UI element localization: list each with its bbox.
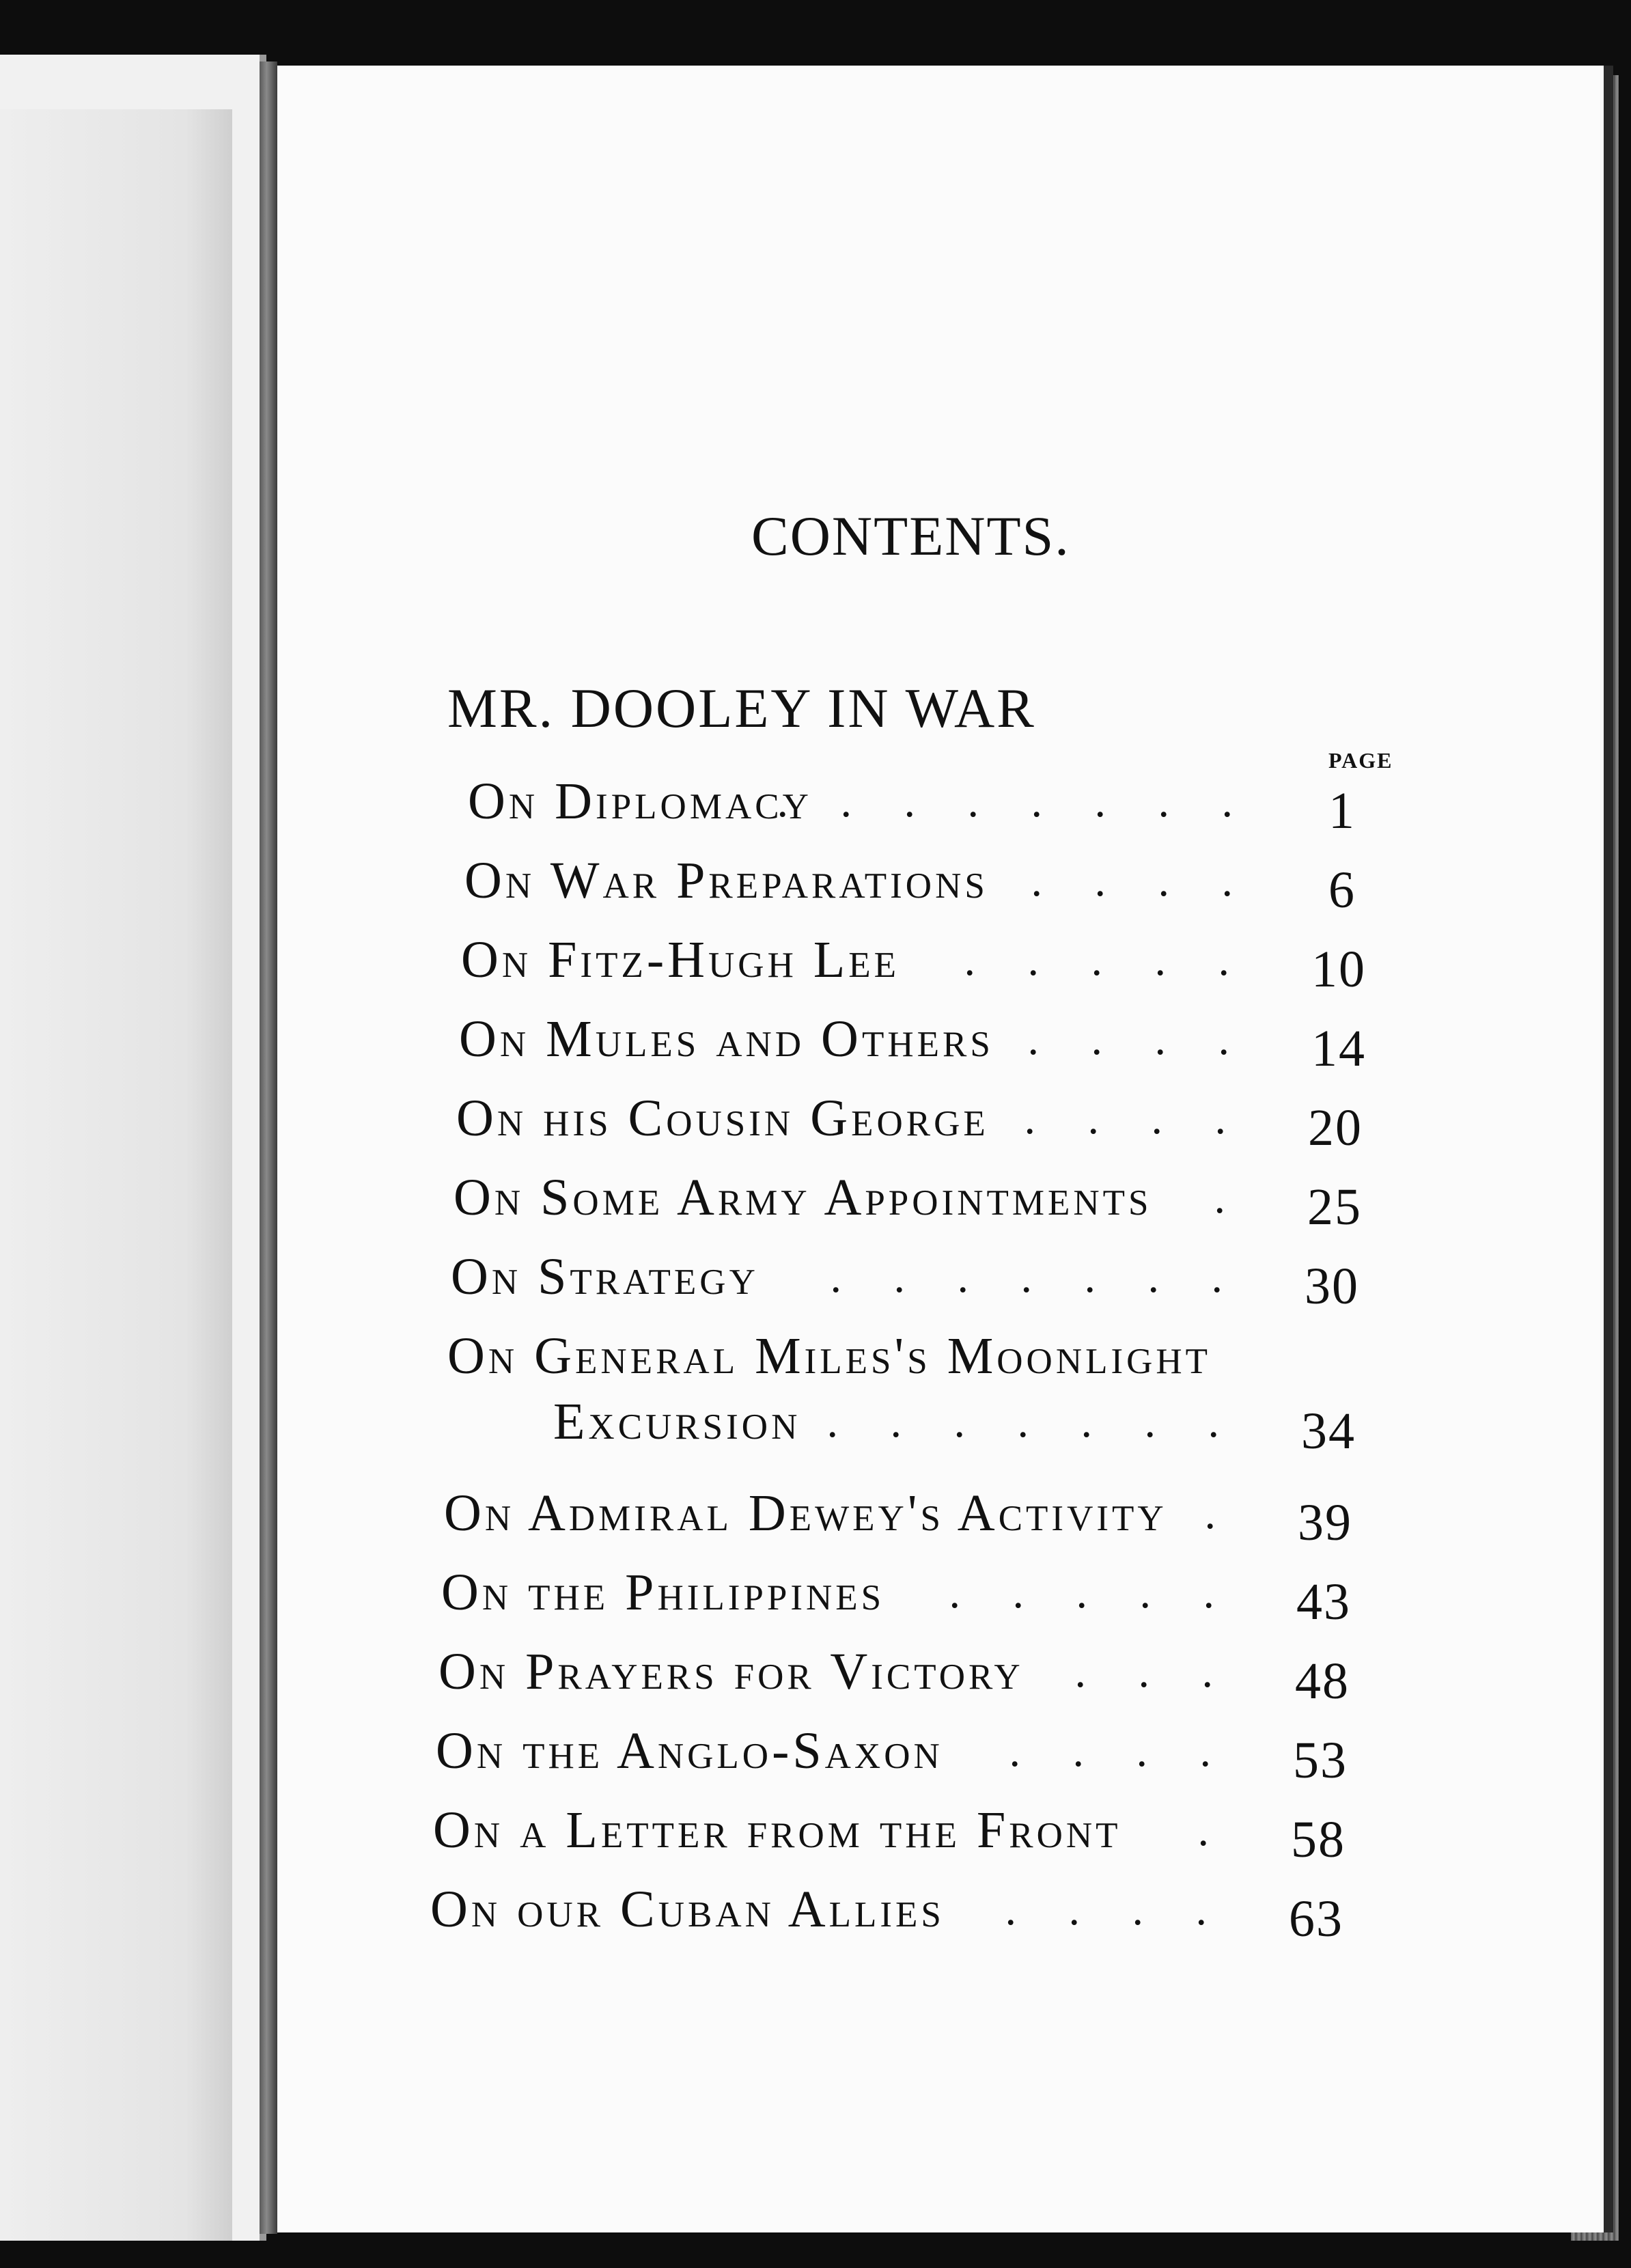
toc-entry <box>444 1484 1366 1549</box>
toc-entry <box>433 1801 1359 1866</box>
entry-page-number: 1 <box>1328 782 1356 840</box>
entry-title-continuation: Excursion <box>553 1393 801 1450</box>
entry-title: On a Letter from the Front <box>433 1801 1121 1859</box>
entry-page-number: 39 <box>1298 1494 1352 1551</box>
entry-page-number: 30 <box>1305 1258 1359 1315</box>
book-gutter <box>260 61 277 2234</box>
toc-entry <box>436 1721 1361 1787</box>
leader-dots: . . . . . <box>949 1568 1235 1618</box>
entry-title: On the Anglo-Saxon <box>436 1722 943 1780</box>
leader-dots: . . . . . . . <box>826 1397 1240 1447</box>
toc-entry <box>454 1168 1376 1234</box>
leader-dots: . . . . . . . . <box>777 777 1253 827</box>
contents-heading: CONTENTS. <box>751 505 1070 567</box>
entry-title: On Strategy <box>451 1248 759 1305</box>
entry-page-number: 14 <box>1311 1020 1366 1077</box>
toc-entry <box>438 1642 1363 1708</box>
toc-entry <box>468 772 1383 838</box>
leader-dots: . <box>1214 1173 1246 1223</box>
leader-dots: . . . . <box>1024 1094 1246 1144</box>
entry-title: On our Cuban Allies <box>430 1881 945 1938</box>
leader-dots: . . . . <box>1031 856 1253 906</box>
entry-title: On Diplomacy <box>468 773 812 830</box>
leader-dots: . <box>1197 1806 1229 1855</box>
entry-page-number: 10 <box>1311 941 1366 998</box>
leader-dots: . . . . . <box>964 935 1250 985</box>
left-page <box>0 55 266 2241</box>
left-page-surface <box>0 109 232 2241</box>
toc-entry <box>461 930 1380 996</box>
entry-page-number: 58 <box>1291 1811 1346 1868</box>
entry-page-number: 25 <box>1307 1178 1362 1236</box>
toc-entry <box>456 1089 1376 1157</box>
entry-page-number: 48 <box>1295 1652 1350 1710</box>
toc-entry <box>430 1880 1357 1946</box>
leader-dots: . . . . . . . <box>830 1252 1243 1302</box>
entry-title: On Mules and Others <box>459 1010 994 1068</box>
entry-title: On General Miles's Moonlight <box>447 1327 1212 1385</box>
entry-title: On the Philippines <box>441 1564 885 1621</box>
entry-page-number: 53 <box>1293 1732 1348 1789</box>
toc-entry <box>447 1327 1369 1484</box>
entry-page-number: 34 <box>1301 1402 1356 1460</box>
entry-title: On War Preparations <box>464 852 988 909</box>
section-title: MR. DOOLEY IN WAR <box>447 677 1036 739</box>
entry-page-number: 63 <box>1289 1890 1343 1948</box>
entry-title: On Admiral Dewey's Activity <box>444 1484 1167 1542</box>
leader-dots: . . . <box>1074 1647 1233 1697</box>
page-column-label: PAGE <box>1328 748 1393 773</box>
entry-title: On Prayers for Victory <box>438 1643 1024 1700</box>
entry-title: On his Cousin George <box>456 1090 989 1147</box>
leader-dots: . . . . <box>1009 1726 1231 1776</box>
toc-entry <box>464 851 1383 917</box>
leader-dots: . . . . <box>1027 1014 1250 1064</box>
toc-entry <box>459 1010 1380 1075</box>
entry-page-number: 43 <box>1296 1573 1351 1631</box>
entry-page-number: 6 <box>1328 861 1356 919</box>
entry-title: On Some Army Appointments <box>454 1169 1152 1226</box>
toc-entry <box>451 1247 1373 1313</box>
leader-dots: . <box>1204 1489 1236 1538</box>
entry-title: On Fitz-Hugh Lee <box>461 931 900 988</box>
leader-dots: . . . . <box>1005 1885 1227 1935</box>
toc-entry <box>441 1563 1365 1629</box>
entry-page-number: 20 <box>1308 1099 1363 1157</box>
